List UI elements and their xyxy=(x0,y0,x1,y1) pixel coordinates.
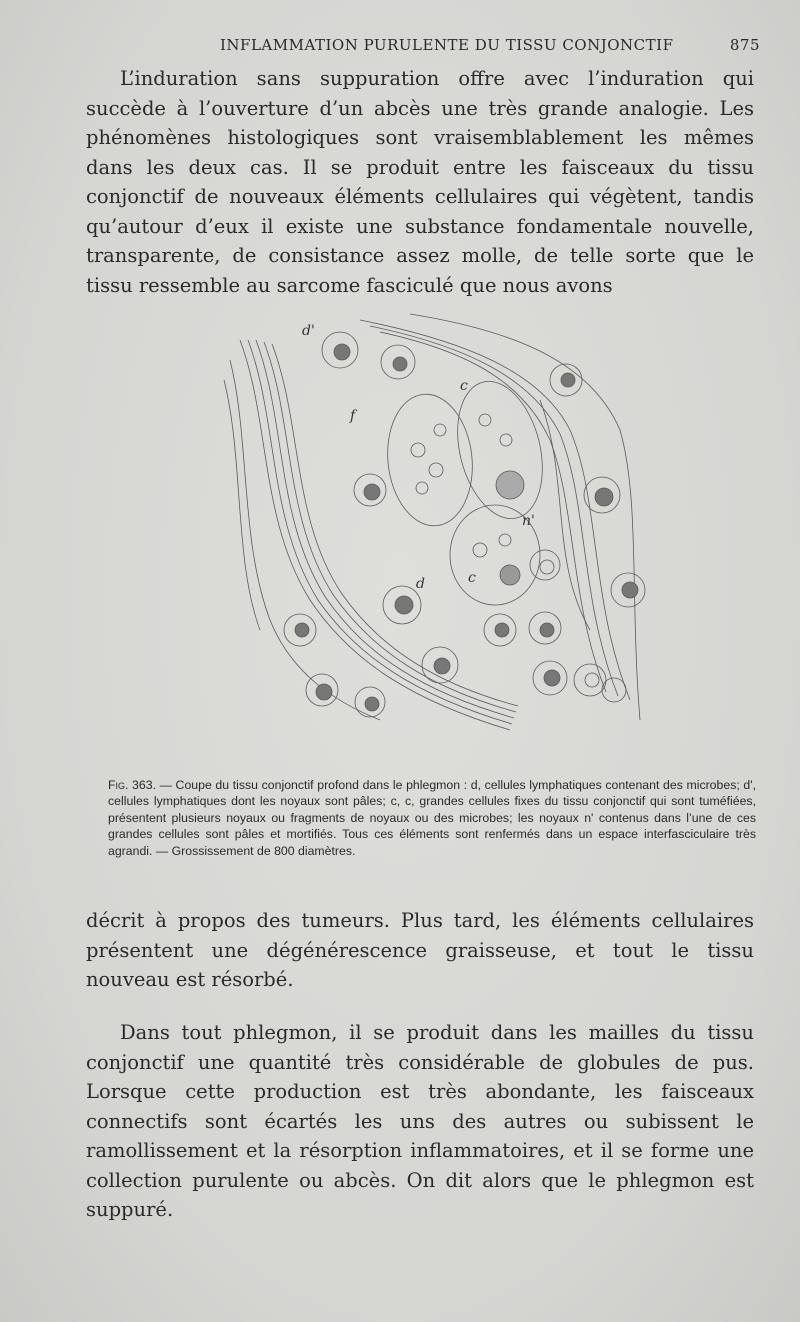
label-n: n' xyxy=(522,513,535,529)
figure-caption-text: — Coupe du tissu conjonctif profond dans le phlegmon : d, cellules lymphatiques contenant des microbes; d', cellules lymphatiques dont les noyaux sont pâles; c, c, grandes cellules fixes du tissu conjonctif qui sont tuméfiées, présentent plusieurs noyaux ou fragments de noyaux ou des microbes; les noyaux n' contenus dans l’une de ces grandes cellules sont pâles et mortifiés. Tous ces éléments sont renfermés dans un espace interfasciculaire très agrandi. — Grossissement de 800 diamètres. xyxy=(108,778,757,858)
label-d: d xyxy=(416,576,425,592)
figure-labels xyxy=(302,323,535,592)
label-d-prime: d' xyxy=(302,323,315,339)
fiber-bundle-right xyxy=(360,314,640,720)
histology-figure xyxy=(210,300,650,740)
page-number: 875 xyxy=(729,36,760,54)
fiber-bundle-left xyxy=(224,340,518,730)
paragraph-induration: L’induration sans suppuration offre avec l’induration qui succède à l’ouverture d’un abcès une très grande analogie. Les phénomènes histologiques sont vraisemblablement les mêmes dans les deux cas. Il se produit entre les faisceaux du tissu conjonctif de nouveaux éléments cellulaires qui végètent, tandis qu’autour d’eux il existe une substance fondamentale nouvelle, transparente, de consistance assez molle, de telle sorte que le tissu ressemble au sarcome fasciculé que nous avons xyxy=(86,67,754,297)
paragraph-phlegmon: Dans tout phlegmon, il se produit dans les mailles du tissu conjonctif une quantité très considérable de globules de pus. Lorsque cette production est très abondante, les faisceaux connectifs sont écartés les uns des autres ou subissent le ramollissement et la résorption inflammatoires, et il se forme une collection purulente ou abcès. On dit alors que le phlegmon est suppuré. xyxy=(86,1021,754,1221)
running-head xyxy=(80,36,760,58)
figure-number: Fig. 363. xyxy=(108,778,156,792)
paragraph-tumeurs: décrit à propos des tumeurs. Plus tard, les éléments cellulaires présentent une dégénérescence graisseuse, et tout le tissu nouveau est résorbé. xyxy=(86,909,754,991)
figure-caption xyxy=(108,777,756,859)
label-c-top: c xyxy=(460,378,468,394)
running-title: INFLAMMATION PURULENTE DU TISSU CONJONCTIF xyxy=(220,36,674,54)
label-f: f xyxy=(350,408,356,424)
label-c-side: c xyxy=(468,570,476,586)
